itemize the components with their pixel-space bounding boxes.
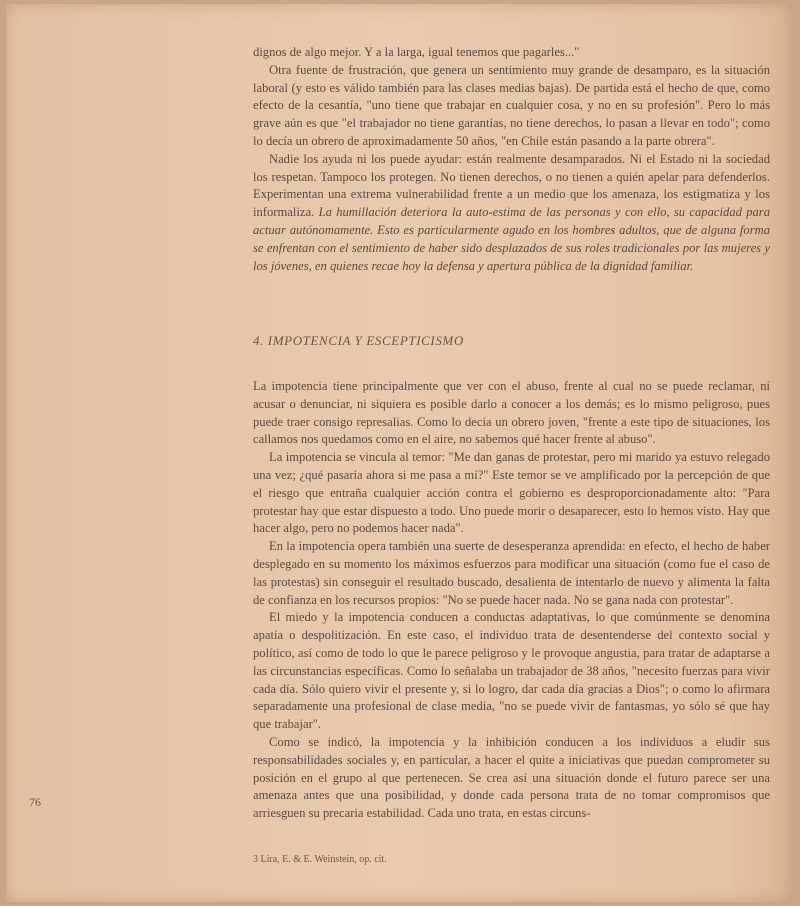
book-page	[6, 4, 792, 902]
paragraph: dignos de algo mejor. Y a la larga, igual tenemos que pagarles..."	[253, 45, 580, 59]
paragraph: Como se indicó, la impotencia y la inhibición conducen a los individuos a eludir sus responsabilidades sociales y, en particular, a hacer el quite a iniciativas que puedan comprometer su posición en el grupo al que pertenecen. Se crea así una situación donde el futuro parece ser una amenaza antes que una posibilidad, y donde cada persona trata de no tomar compromisos que arriesguen su precaria estabilidad. Cada uno trata, en estas circuns-	[253, 734, 770, 821]
paragraph: Otra fuente de frustración, que genera un sentimiento muy grande de desamparo, es la situación laboral (y esto es válido también para las clases medias bajas). De partida está el hecho de que, como efecto de la cesantía, "uno tiene que trabajar en cualquier cosa, y no en su profesión". Pero lo más grave aún es que "el trabajador no tiene garantías, no tiene derechos, lo pasan a llevar en todo"; como lo decía un obrero de aproximadamente 50 años, "en Chile están pasando a la parte obrera".	[253, 62, 770, 148]
section-heading: 4. IMPOTENCIA Y ESCEPTICISMO	[253, 333, 464, 348]
paragraph: La impotencia tiene principalmente que ver con el abuso, frente al cual no se puede reclamar, ni acusar o denunciar, ni siquiera es posible darlo a conocer a los demás; es lo mismo peligroso, pues puede traer consigo represalias. Como lo decía un obrero joven, "frente a este tipo de situaciones, los callamos nos quedamos como en el aire, no sabemos qué hacer frente al abuso".	[253, 379, 770, 447]
paragraph: La impotencia se vincula al temor: "Me dan ganas de protestar, pero mi marido ya estuvo relegado una vez; ¿qué pasaría ahora si me pasa a mí?" Este temor se ve amplificado por la percepción de que el riesgo que entraña cualquier acción contra el gobierno es desproporcionadamente alto: "Para protestar hay que estar dispuesto a todo. Uno puede morir o desaparecer, esto lo hemos visto. Hay que hacer algo, pero no podemos hacer nada".	[253, 450, 770, 536]
paragraph: El miedo y la impotencia conducen a conductas adaptativas, lo que comúnmente se denomina apatía o despolitización. En este caso, el individuo trata de desentenderse del contexto social y político, así como de todo lo que le parece peligroso y le provoque angustia, para tratar de adaptarse a las circunstancias específicas. Como lo señalaba un trabajador de 38 años, "necesito fuerzas para vivir cada día. Sólo quiero vivir el presente y, si lo logro, dar cada día gracias a Dios"; o como lo afirmara separadamente una profesional de clase media, "no se puede vivir de fantasmas, yo sólo sé que hay que trabajar".	[253, 610, 770, 732]
top-text-block	[253, 44, 770, 275]
paragraph-italic-text: La humillación deteriora la auto-estima de las personas y con ello, su capacidad para actuar autónomamente. Esto es particularmente agudo en los hombres adultos, que de alguna forma se enfrentan con el sentimiento de haber sido desplazados de sus roles tradicionales por las mujeres y los jóvenes, en quienes recae hoy la defensa y apertura pública de la dignidad familiar.	[253, 205, 771, 273]
lower-text-block	[253, 378, 770, 823]
footnote: 3 Lira, E. & E. Weinstein, op. cit.	[253, 854, 387, 865]
paragraph: En la impotencia opera también una suerte de desesperanza aprendida: en efecto, el hecho de haber desplegado en su momento los máximos esfuerzos para modificar una situación (como fue el caso de las protestas) sin conseguir el resultado buscado, desalienta de intentarlo de nuevo y alimenta la falta de confianza en los recursos propios: "No se puede hacer nada. No se gana nada con protestar".	[253, 539, 770, 607]
page-number: 76	[29, 795, 41, 809]
paragraph-text: Nadie los ayuda ni los puede ayudar: están realmente desamparados. Ni el Estado ni la sociedad los respetan. Tampoco los protegen. No tienen derechos, o no tienen a quién apelar para defenderlos. Experimentan una extrema vulnerabilidad frente a un medio que los amenaza, los estigmatiza y los informaliza.	[253, 151, 770, 220]
paragraph	[253, 151, 770, 276]
